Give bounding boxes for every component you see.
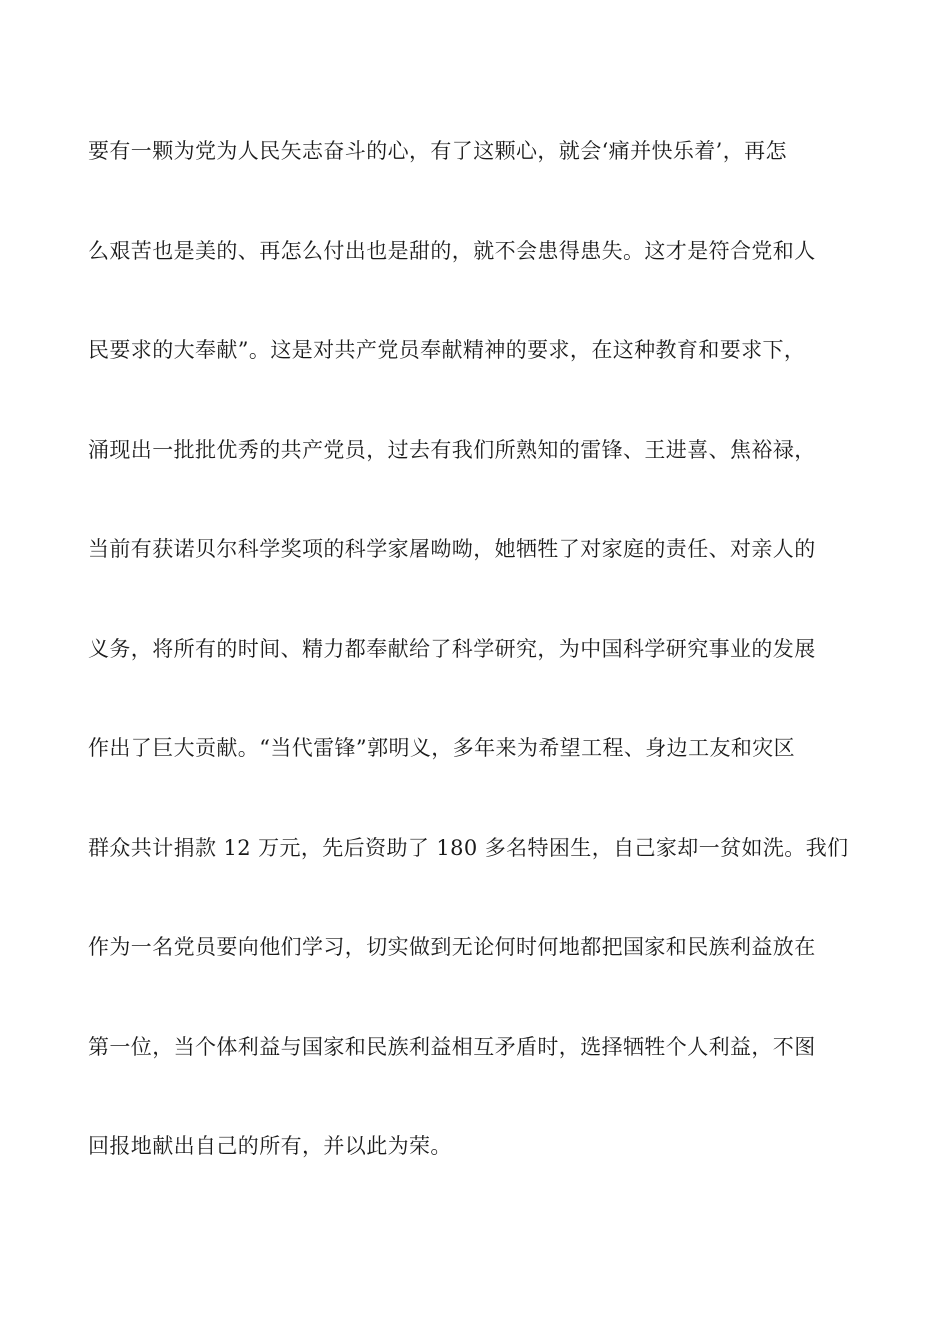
text-line-7: 作出了巨大贡献。“当代雷锋”郭明义，多年来为希望工程、身边工友和灾区 — [88, 736, 796, 760]
body-paragraph — [88, 126, 863, 1221]
text-line-6: 义务，将所有的时间、精力都奉献给了科学研究，为中国科学研究事业的发展 — [88, 636, 816, 661]
text-line-11: 回报地献出自己的所有，并以此为荣。 — [88, 1134, 452, 1158]
text-line-8: 群众共计捐款 12 万元，先后资助了 180 多名特困生，自己家却一贫如洗。我们 — [88, 835, 849, 860]
text-line-2: 么艰苦也是美的、再怎么付出也是甜的，就不会患得患失。这才是符合党和人 — [88, 238, 816, 263]
text-line-10: 第一位，当个体利益与国家和民族利益相互矛盾时，选择牺牲个人利益，不图 — [88, 1034, 816, 1059]
text-line-3: 民要求的大奉献”。这是对共产党员奉献精神的要求，在这种教育和要求下， — [88, 338, 806, 362]
text-line-9: 作为一名党员要向他们学习，切实做到无论何时何地都把国家和民族利益放在 — [88, 935, 816, 959]
text-line-4: 涌现出一批批优秀的共产党员，过去有我们所熟知的雷锋、王进喜、焦裕禄， — [88, 437, 816, 462]
text-line-5: 当前有获诺贝尔科学奖项的科学家屠呦呦，她牺牲了对家庭的责任、对亲人的 — [88, 537, 816, 561]
text-line-1: 要有一颗为党为人民矢志奋斗的心，有了这颗心，就会‘痛并快乐着’，再怎 — [88, 139, 787, 163]
